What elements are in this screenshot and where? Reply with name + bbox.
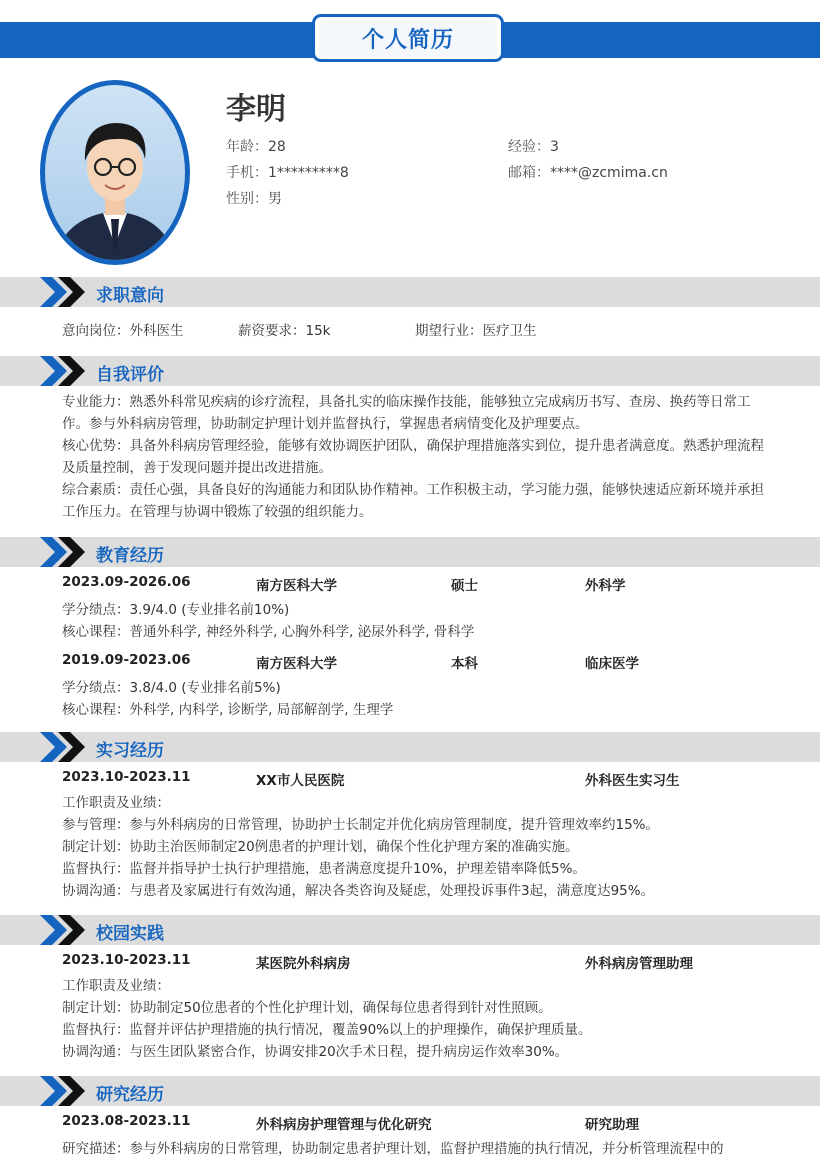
experience-row (508, 136, 559, 156)
self-eval-text (62, 391, 767, 523)
edu-gpa: 学分绩点：3.8/4.0 (专业排名前5%) (62, 680, 281, 696)
section-research-title: 研究经历 (96, 1085, 164, 1105)
double-chevron-icon (40, 356, 90, 386)
section-intent-title: 求职意向 (96, 286, 164, 306)
age-row (226, 136, 286, 156)
internship-line: 制定计划：协助主治医师制定20例患者的护理计划，确保个性化护理方案的准确实施。 (62, 839, 579, 855)
intent-salary: 薪资要求：15k (238, 323, 331, 339)
experience-label: 经验： (508, 139, 550, 155)
self-eval-paragraph: 综合素质：责任心强，具备良好的沟通能力和团队协作精神。工作积极主动，学习能力强，能够快速适应新环境并承担工作压力。在管理与协调中锻炼了较强的组织能力。 (62, 482, 764, 520)
gender-row (226, 188, 282, 208)
edu-degree: 本科 (451, 656, 478, 672)
double-chevron-icon (40, 915, 90, 945)
edu-school: 南方医科大学 (256, 656, 337, 672)
internship-role: 外科医生实习生 (585, 773, 680, 789)
email-row (508, 162, 668, 182)
research-description: 研究描述：参与外科病房的日常管理，协助制定患者护理计划，监督护理措施的执行情况，并分析管理流程中的 (62, 1141, 724, 1157)
phone-value: 1*********8 (268, 165, 349, 181)
campus-line: 制定计划：协助制定50位患者的个性化护理计划，确保每位患者得到针对性照顾。 (62, 1000, 552, 1016)
research-project: 外科病房护理管理与优化研究 (256, 1117, 432, 1133)
email-value: ****@zcmima.cn (550, 165, 668, 181)
edu-courses: 核心课程：普通外科学, 神经外科学, 心胸外科学, 泌尿外科学, 骨科学 (62, 624, 475, 640)
edu-courses: 核心课程：外科学, 内科学, 诊断学, 局部解剖学, 生理学 (62, 702, 394, 718)
experience-value: 3 (550, 139, 559, 155)
age-value: 28 (268, 139, 286, 155)
double-chevron-icon (40, 537, 90, 567)
email-label: 邮箱： (508, 165, 550, 181)
campus-org: 某医院外科病房 (256, 956, 351, 972)
edu-period: 2019.09-2023.06 (62, 652, 191, 668)
section-self-eval-title: 自我评价 (96, 365, 164, 385)
age-label: 年龄： (226, 139, 268, 155)
self-eval-paragraph: 核心优势：具备外科病房管理经验，能够有效协调医护团队，确保护理措施落实到位，提升患者满意度。熟悉护理流程及质量控制，善于发现问题并提出改进措施。 (62, 438, 764, 476)
campus-role: 外科病房管理助理 (585, 956, 693, 972)
double-chevron-icon (40, 277, 90, 307)
campus-line: 协调沟通：与医生团队紧密合作，协调安排20次手术日程，提升病房运作效率30%。 (62, 1044, 569, 1060)
campus-details (62, 975, 767, 1063)
research-role: 研究助理 (585, 1117, 639, 1133)
intent-industry: 期望行业：医疗卫生 (415, 323, 537, 339)
campus-line: 监督执行：监督并评估护理措施的执行情况，覆盖90%以上的护理操作，确保护理质量。 (62, 1022, 592, 1038)
avatar (40, 80, 190, 265)
section-internship-header (0, 732, 820, 762)
section-self-eval-header (0, 356, 820, 386)
section-intent-header (0, 277, 820, 307)
internship-line: 工作职责及业绩： (62, 795, 170, 811)
internship-period: 2023.10-2023.11 (62, 769, 191, 785)
internship-org: XX市人民医院 (256, 773, 345, 789)
internship-line: 协调沟通：与患者及家属进行有效沟通，解决各类咨询及疑虑，处理投诉事件3起，满意度达95%。 (62, 883, 655, 899)
section-research-header (0, 1076, 820, 1106)
internship-line: 监督执行：监督并指导护士执行护理措施，患者满意度提升10%，护理差错率降低5%。 (62, 861, 586, 877)
double-chevron-icon (40, 1076, 90, 1106)
resume-title-box (312, 14, 504, 62)
research-period: 2023.08-2023.11 (62, 1113, 191, 1129)
section-campus-title: 校园实践 (96, 924, 164, 944)
phone-row (226, 162, 349, 182)
section-internship-title: 实习经历 (96, 741, 164, 761)
edu-school: 南方医科大学 (256, 578, 337, 594)
campus-line: 工作职责及业绩： (62, 978, 170, 994)
phone-label: 手机： (226, 165, 268, 181)
portrait-photo (45, 85, 185, 260)
section-education-header (0, 537, 820, 567)
edu-degree: 硕士 (451, 578, 478, 594)
resume-title: 个人简历 (319, 20, 497, 56)
gender-label: 性别： (226, 191, 268, 207)
edu-gpa: 学分绩点：3.9/4.0 (专业排名前10%) (62, 602, 290, 618)
gender-value: 男 (268, 191, 282, 207)
edu-major: 临床医学 (585, 656, 639, 672)
edu-period: 2023.09-2026.06 (62, 574, 191, 590)
edu-major: 外科学 (585, 578, 626, 594)
internship-line: 参与管理：参与外科病房的日常管理，协助护士长制定并优化病房管理制度，提升管理效率约15%。 (62, 817, 660, 833)
self-eval-paragraph: 专业能力：熟悉外科常见疾病的诊疗流程，具备扎实的临床操作技能，能够独立完成病历书写、查房、换药等日常工作。参与外科病房管理，协助制定护理计划并监督执行，掌握患者病情变化及护理要点。 (62, 394, 751, 432)
intent-position: 意向岗位：外科医生 (62, 323, 184, 339)
internship-details (62, 792, 767, 902)
campus-period: 2023.10-2023.11 (62, 952, 191, 968)
section-education-title: 教育经历 (96, 546, 164, 566)
candidate-name: 李明 (226, 92, 286, 127)
section-campus-header (0, 915, 820, 945)
double-chevron-icon (40, 732, 90, 762)
